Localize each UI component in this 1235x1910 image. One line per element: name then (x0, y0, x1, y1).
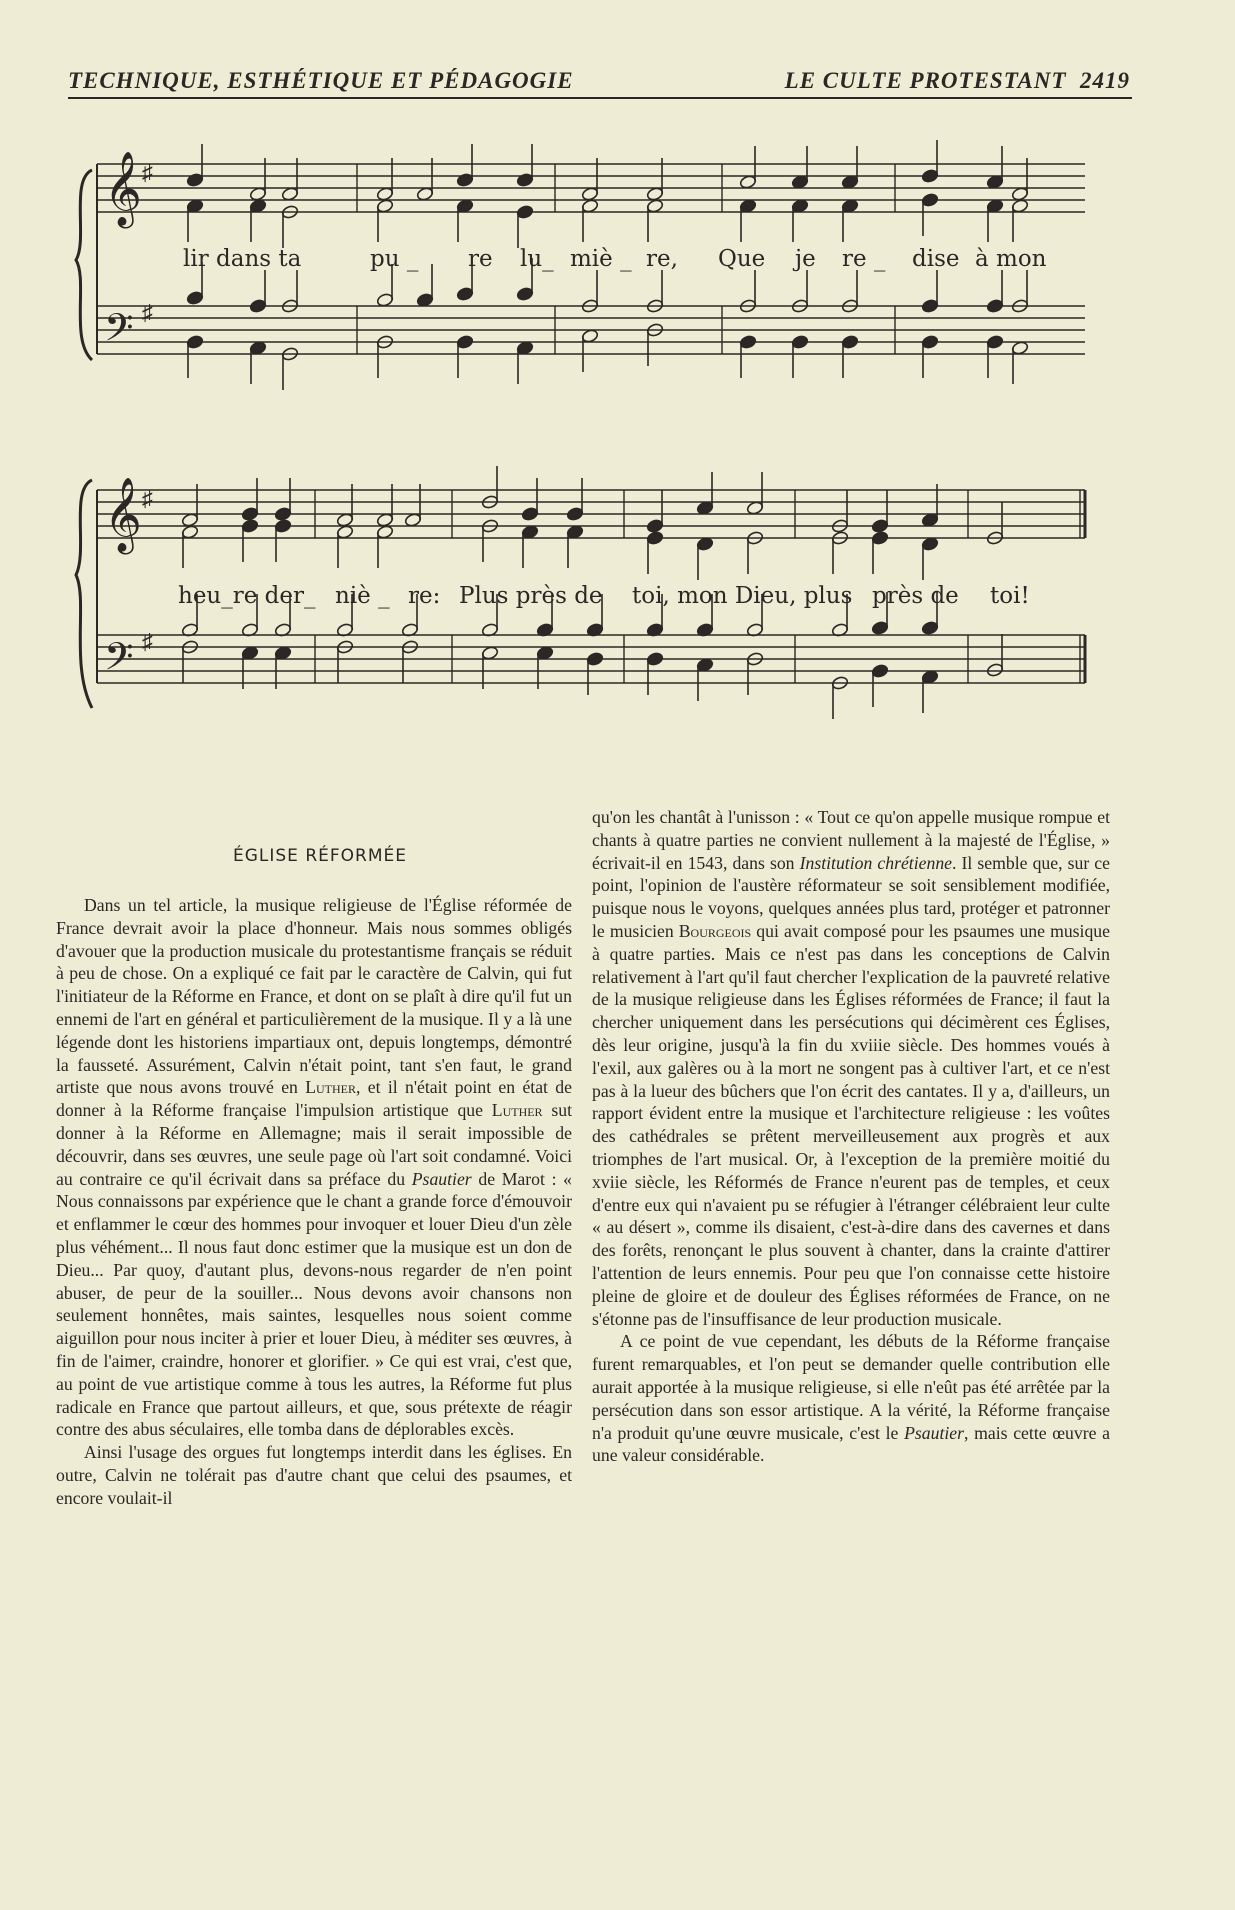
note-head (986, 299, 1004, 314)
note-head (646, 199, 664, 214)
note-head (241, 646, 259, 661)
note-head (986, 663, 1004, 678)
note-head (696, 501, 714, 516)
note-head (249, 341, 267, 356)
note-head (581, 329, 599, 344)
note-head (921, 299, 939, 314)
note-head (841, 199, 859, 214)
note-head (921, 513, 939, 528)
key-sharp: ♯ (142, 300, 153, 325)
note-head (281, 187, 299, 202)
note-head (456, 335, 474, 350)
note-head (186, 173, 204, 188)
lyric-syllable: re (468, 246, 493, 272)
treble-clef-icon: 𝄞 (104, 152, 142, 226)
note-head (376, 187, 394, 202)
note-head (249, 299, 267, 314)
lyric-syllable: re _ (842, 246, 886, 272)
paragraph: Dans un tel article, la musique religieuse de l'Église réformée de France devrait avoir la place d'honneur. Mais nous sommes obligés d'avouer que la production musicale du protestantisme français se réduit à peu de chose. On a expliqué ce fait par le caractère de Calvin, qui fut l'initiateur de la Réforme en France, et dont on se plaît à dire qu'il fut un ennemi de l'art en général et particulièrement de la musique. Il y a là une légende dont les historiens impartiaux ont, depuis longtemps, démontré la fausseté. Assurément, Calvin n'était point, tant s'en faut, le grand artiste que nous avons trouvé en Luther, et il n'était point en état de donner à la Réforme française l'impulsion artistique que Luther sut donner à la Réforme en Allemagne; mais il serait impossible de découvrir, dans ses œuvres, une seule page où l'art soit condamné. Voici au contraire ce qu'il écrivait dans sa préface du Psautier de Marot : « Nous connaissons par expérience que le chant a grande force d'émouvoir et enflammer le cœur des hommes pour invoquer et louer Dieu d'un zèle plus véhément... Il nous faut donc estimer que la musique est un don de Dieu... Par quoy, d'autant plus, devons-nous regarder de n'en point abuser, de peur de la souiller... Nous devons avoir chansons non seulement honnêtes, mais saintes, lesquelles nous soient comme aiguillon pour nous inciter à prier et louer Dieu, à méditer ses œuvres, à fin de l'aimer, craindre, honorer et glorifier. » Ce qui est vrai, c'est que, au point de vue artistique comme à tous les autres, la Réforme fut plus radicale en France que partout ailleurs, et que, sous prétexte de réagir contre des abus séculaires, elle tomba dans de déplorables excès. (56, 895, 572, 1440)
note-head (746, 501, 764, 516)
note-head (1011, 187, 1029, 202)
note-head (376, 525, 394, 540)
key-sharp: ♯ (142, 486, 153, 511)
lyric-syllable: toi, mon Dieu, plus (632, 583, 853, 609)
note-head (241, 519, 259, 534)
music-system-1 (0, 140, 1235, 440)
paragraph: A ce point de vue cependant, les débuts de la Réforme française furent remarquables, et l'on peut se demander quelle contribution elle aurait apportée à la musique religieuse, si elle n'eût pas été arrêtée par la persécution dans son essor artistique. A la vérité, la Réforme française n'a produit qu'une œuvre musicale, c'est le Psautier, mais cette œuvre a une valeur considérable. (592, 1331, 1110, 1466)
header-left-title: TECHNIQUE, ESTHÉTIQUE ET PÉDAGOGIE (68, 68, 574, 93)
note-head (456, 287, 474, 302)
note-head (456, 173, 474, 188)
note-head (186, 291, 204, 306)
note-head (986, 335, 1004, 350)
note-head (404, 513, 422, 528)
note-head (249, 187, 267, 202)
note-head (181, 513, 199, 528)
note-head (586, 652, 604, 667)
note-head (739, 175, 757, 190)
treble-clef-icon: 𝄞 (104, 478, 142, 552)
note-head (274, 519, 292, 534)
note-head (186, 199, 204, 214)
note-head (566, 507, 584, 522)
header-right (785, 68, 1130, 94)
lyric-syllable: dise (912, 246, 960, 272)
brace (76, 480, 92, 708)
note-head (646, 531, 664, 546)
note-head (791, 199, 809, 214)
note-head (646, 187, 664, 202)
note-head (416, 293, 434, 308)
header-rule (68, 97, 1132, 99)
note-head (841, 175, 859, 190)
lyric-syllable: pu _ (370, 246, 419, 272)
note-head (921, 335, 939, 350)
note-head (841, 335, 859, 350)
note-head (536, 646, 554, 661)
paragraph: qu'on les chantât à l'unisson : « Tout ce qu'on appelle musique rompue et chants à quatre parties ne convient nullement à la majesté de l'Église, » écrivait-il en 1543, dans son Institution chrétienne. Il semble que, sur ce point, l'opinion de l'austère réformateur se soit sensiblement modifiée, puisque nous le voyons, quelques années plus tard, protéger et patronner le musicien Bourgeois qui avait composé pour les psaumes une musique à quatre parties. Mais ce n'est pas dans les conceptions de Calvin relativement à l'art qu'il faut chercher l'explication de la pauvreté relative de la musique religieuse dans les Églises réformées de France; il faut la chercher uniquement dans les persécutions qui décimèrent ces Églises, dès leur origine, jusqu'à la fin du xviiie siècle. Des hommes voués à l'exil, aux galères ou à la mort ne songent pas à cultiver l'art, et ce n'est pas à la lueur des bûchers que l'on écrit des cantates. Il y a, d'ailleurs, un rapport évident entre la musique et l'architecture religieuse : les voûtes des cathédrales se prêtent merveilleusement aux progrès et aux triomphes de l'art musical. Or, à l'exception de la première moitié du xviie siècle, les Réformés de France n'eurent pas de temples, et ceux d'entre eux qui n'avaient pu se réfugier à l'étranger célébraient leur culte « au désert », comme ils disaient, c'est-à-dire dans des cavernes et dans des forêts, renonçant le plus souvent à chanter, dans la crainte d'attirer l'attention de leurs ennemis. Pour peu que l'on connaisse cette histoire pleine de gloire et de douleur des Églises réformées de France, on ne s'étonne pas de l'insuffisance de leur production musicale. (592, 807, 1110, 1329)
brace (76, 170, 92, 360)
lyric-syllable: Que (718, 246, 766, 272)
note-head (921, 537, 939, 552)
note-head (566, 525, 584, 540)
note-head (516, 173, 534, 188)
note-head (1011, 199, 1029, 214)
paragraph: Ainsi l'usage des orgues fut longtemps interdit dans les églises. En outre, Calvin ne tolérait pas d'autre chant que celui des psaumes, et encore voulait-il (56, 1442, 572, 1508)
lyric-syllable: lu_ (520, 246, 554, 272)
note-head (739, 335, 757, 350)
header-right-title: LE CULTE PROTESTANT (784, 68, 1067, 93)
note-head (986, 199, 1004, 214)
lyric-syllable: re: (408, 583, 441, 609)
lyric-syllable: niè _ (335, 583, 390, 609)
note-head (871, 519, 889, 534)
bass-clef-icon: 𝄢 (104, 305, 134, 359)
note-head (416, 187, 434, 202)
note-head (696, 658, 714, 673)
note-head (696, 537, 714, 552)
lyric-syllable: Plus près de (459, 583, 603, 609)
note-head (921, 670, 939, 685)
note-head (376, 293, 394, 308)
note-head (274, 507, 292, 522)
note-head (241, 507, 259, 522)
note-head (516, 287, 534, 302)
note-head (249, 199, 267, 214)
right-column (592, 806, 1110, 1467)
key-sharp: ♯ (142, 629, 153, 654)
running-header (68, 64, 1130, 100)
note-head (791, 335, 809, 350)
note-head (871, 531, 889, 546)
note-head (274, 646, 292, 661)
note-head (739, 199, 757, 214)
note-head (581, 187, 599, 202)
left-column (56, 894, 572, 1510)
lyric-syllable: toi! (990, 583, 1030, 609)
section-title: ÉGLISE RÉFORMÉE (232, 846, 407, 866)
note-head (336, 513, 354, 528)
page-number: 2419 (1080, 68, 1130, 93)
note-head (376, 513, 394, 528)
lyric-syllable: à mon (975, 246, 1047, 272)
note-head (1011, 341, 1029, 356)
note-head (646, 519, 664, 534)
note-head (521, 507, 539, 522)
note-head (921, 621, 939, 636)
note-head (581, 199, 599, 214)
note-head (481, 646, 499, 661)
lyric-syllable: près de (872, 583, 959, 609)
note-head (921, 193, 939, 208)
note-head (871, 621, 889, 636)
note-head (791, 175, 809, 190)
note-head (456, 199, 474, 214)
key-sharp: ♯ (142, 160, 153, 185)
note-head (336, 525, 354, 540)
note-head (986, 175, 1004, 190)
lyric-syllable: heu_re der_ (178, 583, 316, 609)
note-head (376, 199, 394, 214)
lyric-syllable: je (795, 246, 816, 272)
lyric-syllable: miè _ (570, 246, 632, 272)
note-head (181, 525, 199, 540)
note-head (646, 652, 664, 667)
note-head (516, 341, 534, 356)
note-head (516, 205, 534, 220)
note-head (921, 169, 939, 184)
lyric-syllable: re, (646, 246, 678, 272)
note-head (521, 525, 539, 540)
note-head (871, 664, 889, 679)
bass-clef-icon: 𝄢 (104, 634, 134, 688)
lyric-syllable: lir dans ta (183, 246, 302, 272)
note-head (186, 335, 204, 350)
